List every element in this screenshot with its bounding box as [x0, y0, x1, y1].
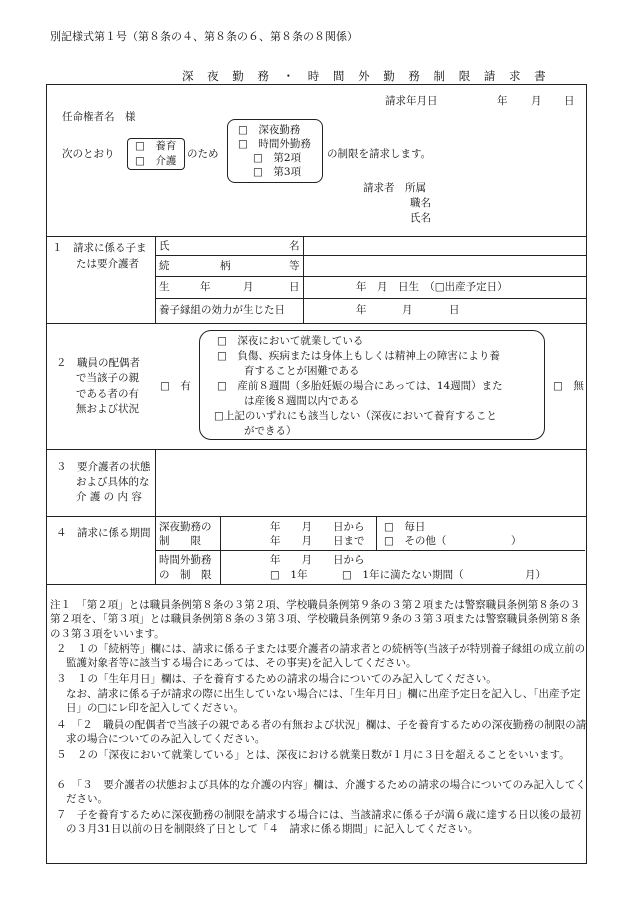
note-6: ６ 「３ 要介護者の状態および具体的な介護の内容」欄は、介護するための請求の場合についてのみ記入してください。: [56, 779, 587, 806]
section3-label-3: 介 護 の 内 容: [76, 491, 142, 503]
note-3: ３ １の「生年月日」欄は、子を養育するための請求の場合についてのみ記入してください。: [56, 673, 497, 685]
overtime-less-option[interactable]: □ 1年に満たない期間（: [342, 569, 464, 581]
section2-label-1: ２ 職員の配偶者: [56, 357, 140, 369]
work-option-night[interactable]: □ 深夜勤務: [238, 124, 301, 136]
name-label-b: 名: [289, 240, 300, 252]
requester-name: 氏名: [410, 212, 431, 224]
section1-label-2: たは要介護者: [76, 258, 139, 270]
night-other-close: ）: [511, 535, 522, 547]
section2-label-2: で当該子の親: [76, 372, 139, 384]
relation-label-c: 等: [289, 260, 300, 272]
night-limit-label-2: 制 限: [159, 535, 201, 547]
overtime-1year-option[interactable]: □ 1年: [270, 569, 308, 581]
status-injury-cont: 育することが困難である: [244, 365, 360, 377]
request-date-label: 請求年月日: [385, 95, 438, 107]
status-injury[interactable]: □ 負傷、疾病または身体上もしくは精神上の障害により養: [217, 350, 500, 362]
note-1: 注１ 「第２項」とは職員条例第８条の３第２項、学校職員条例第９条の３第２項または警察職員条例第８条の３第２項を、「第３項」とは職員条例第８条の３第３項、学校職員条例第９条の３第３項または警察職員条例第８条の３第３項をいいます。: [50, 599, 581, 640]
overtime-less-close: 月）: [525, 569, 546, 581]
status-none[interactable]: □上記のいずれにも該当しない（深夜において養育すること: [214, 410, 497, 422]
requester-post: 職名: [410, 197, 431, 209]
request-year: 年: [497, 95, 508, 107]
adoption-label: 養子縁組の効力が生じた日: [159, 304, 285, 316]
section3-label-2: および具体的な: [76, 476, 150, 488]
form-frame: [46, 84, 587, 864]
note-5: ５ ２の「深夜において就業している」とは、深夜における就業日数が１月に３日を超えることをいいます。: [56, 749, 570, 761]
name-label-a: 氏: [159, 240, 170, 252]
section3-label-1: ３ 要介護者の状態: [56, 461, 151, 473]
section4-label: ４ 請求に係る期間: [56, 527, 151, 539]
intro-lead: 次のとおり: [62, 148, 115, 160]
adoption-day[interactable]: 日: [449, 304, 460, 316]
adoption-month[interactable]: 月: [402, 304, 413, 316]
birth-label-b: 年: [200, 281, 211, 293]
overtime-from-date[interactable]: 年 月 日から: [270, 554, 365, 566]
overtime-limit-label-2: の 制 限: [159, 569, 212, 581]
spouse-no-option[interactable]: □ 無: [553, 380, 584, 392]
status-pregnancy[interactable]: □ 産前８週間（多胎妊娠の場合にあっては、14週間）また: [217, 380, 503, 392]
night-limit-label-1: 深夜勤務の: [159, 521, 212, 533]
relation-label-a: 続: [159, 260, 170, 272]
request-text: の制限を請求します。: [327, 148, 432, 160]
spouse-yes-option[interactable]: □ 有: [160, 380, 191, 392]
birth-value[interactable]: 年 月 日生 （□出産予定日）: [356, 281, 508, 293]
birth-label-d: 日: [289, 281, 300, 293]
work-option-para2[interactable]: □ 第2項: [253, 152, 302, 164]
status-night-work[interactable]: □ 深夜において就業している: [217, 335, 364, 347]
section2-label-4: 無および状況: [76, 403, 139, 415]
request-day: 日: [564, 95, 575, 107]
status-pregnancy-cont: は産後８週間以内である: [244, 395, 360, 407]
night-other-option[interactable]: □ その他（: [384, 535, 447, 547]
note-7: ７ 子を養育するために深夜勤務の制限を請求する場合には、当該請求に係る子が満６歳に達する日以後の最初の３月31日以前の日を制限終了日として「４ 請求に係る期間」に記入してください。: [56, 809, 581, 836]
work-option-para3[interactable]: □ 第3項: [253, 166, 302, 178]
note-3b: なお、請求に係る子が請求の際に出生していない場合には、「生年月日」欄に出産予定日を記入し、「出産予定日」の□にレ印を記入してください。: [66, 688, 581, 715]
addressee: 任命権者名 様: [62, 111, 136, 123]
note-2: ２ １の「続柄等」欄には、請求に係る子または要介護者の請求者との続柄等(当該子が特別養子縁組の成立前の監護対象者等に該当する場合にあっては、その事実)を記入してください。: [56, 643, 586, 670]
night-daily-option[interactable]: □ 毎日: [384, 521, 426, 533]
care-option-childcare[interactable]: □ 養育: [135, 140, 177, 152]
note-4: ４ 「２ 職員の配偶者で当該子の親である者の有無および状況」欄は、子を養育するための深夜勤務の制限の請求の場合についてのみ記入してください。: [56, 719, 587, 746]
section2-label-3: である者の有: [76, 388, 139, 400]
section1-label-1: １ 請求に係る子ま: [52, 242, 147, 254]
birth-label-a: 生: [159, 281, 170, 293]
care-option-nursing[interactable]: □ 介護: [135, 155, 177, 167]
work-option-overtime[interactable]: □ 時間外勤務: [238, 138, 311, 150]
status-none-cont: ができる）: [244, 425, 297, 437]
relation-label-b: 柄: [220, 260, 231, 272]
night-to-date[interactable]: 年 月 日まで: [270, 535, 365, 547]
for-text: のため: [187, 148, 219, 160]
page-title: 深 夜 勤 務 ・ 時 間 外 勤 務 制 限 請 求 書: [182, 69, 551, 83]
overtime-limit-label-1: 時間外勤務: [159, 554, 212, 566]
night-from-date[interactable]: 年 月 日から: [270, 521, 365, 533]
request-month: 月: [531, 95, 542, 107]
adoption-year[interactable]: 年: [356, 304, 367, 316]
requester-affiliation: 請求者 所属: [363, 182, 426, 194]
birth-label-c: 月: [243, 281, 254, 293]
form-number: 別記様式第１号（第８条の４、第８条の６、第８条の８関係）: [50, 30, 358, 43]
